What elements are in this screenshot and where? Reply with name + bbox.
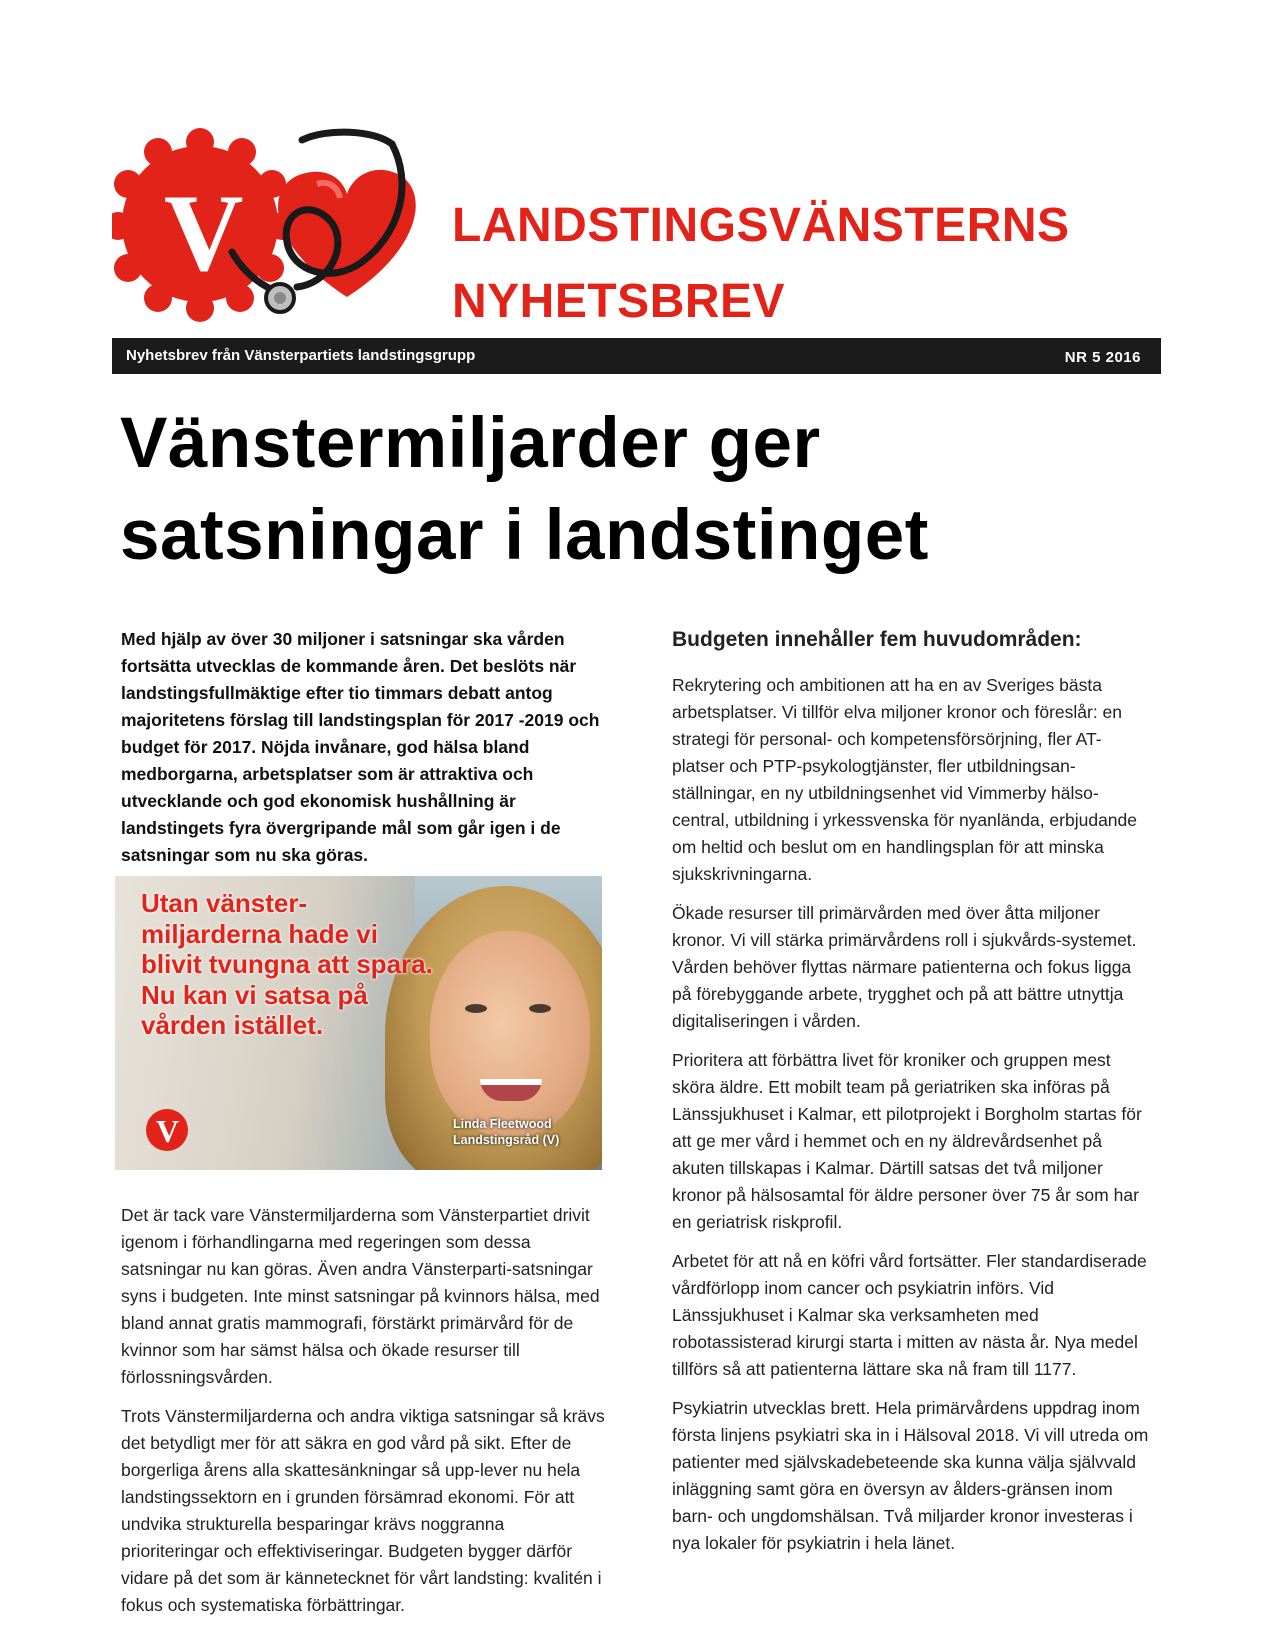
right-subhead: Budgeten innehåller fem huvudområden: xyxy=(672,628,1082,651)
left-paragraph: Det är tack vare Vänstermiljarderna som Vänsterpartiet drivit igenom i förhandlingarna med regeringen som dessa satsningar nu kan göras. Även andra Vänsterparti-satsningar syns i budgeten. Inte minst satsningar på kvinnors hälsa, med bland annat gratis mammografi, förstärkt primärvård för de kvinnor som har sämst hälsa och ökade resurser till förlossningsvården. xyxy=(121,1205,600,1387)
caption-name: Linda Fleetwood xyxy=(453,1117,552,1131)
bar-subtitle: Nyhetsbrev från Vänsterpartiets landstingsgrupp xyxy=(126,347,476,364)
left-paragraph: Trots Vänstermiljarderna och andra viktiga satsningar så krävs det betydligt mer för att säkra en god vård på sikt. Efter de borgerliga årens alla skattesänkningar så upp-lever nu hela landstingssektorn en i grunden försämrad ekonomi. För att undvika strukturella besparingar krävs noggranna prioriteringar och effektiviseringar. Budgeten bygger därför vidare på det som är kännetecknet för vårt landsting: kvalitén i fokus och systematiska förbättringar. xyxy=(121,1406,605,1615)
photo-quote: Utan vänster-miljarderna hade vi blivit tvungna att spara. Nu kan vi satsa på vården istället. xyxy=(141,888,433,1040)
caption-role: Landstingsråd (V) xyxy=(453,1133,560,1147)
v-badge-icon xyxy=(145,1108,189,1152)
right-paragraph: Rekrytering och ambitionen att ha en av Sveriges bästa arbetsplatser. Vi tillför elva miljoner kronor och föreslår: en strategi för personal- och kompetensförsörjning, fler AT-platser och PTP-psykologtjänster, fler utbildningsan-ställningar, en ny utbildningsenhet vid Vimmerby hälso-central, utbildning i yrkessvenska för nyanlända, erbjudande om heltid och beslut om en handlingsplan för att minska sjukskrivningarna. xyxy=(672,675,1138,884)
logo xyxy=(112,122,432,332)
photo-caption xyxy=(453,1116,559,1148)
masthead-title-line2: NYHETSBREV xyxy=(452,275,786,328)
headline xyxy=(120,398,1170,582)
right-paragraph: Ökade resurser till primärvården med över åtta miljoner kronor. Vi vill stärka primärvårdens roll i sjukvårds-systemet. Vården behöver flyttas närmare patienterna och fokus ligga på förebyggande arbete, trygghet och på att bättre utnyttja digitaliseringen i vården. xyxy=(672,903,1137,1031)
right-column xyxy=(672,626,1152,1569)
right-paragraph: Arbetet för att nå en köfri vård fortsätter. Fler standardiserade vårdförlopp inom cancer och psykiatrin införs. Vid Länssjukhuset i Kalmar ska verksamheten med robotassisterad kirurgi starta i mitten av nästa år. Nya medel tillförs så att patienterna lättare ska nå fram till 1177. xyxy=(672,1251,1147,1379)
portrait-face xyxy=(430,931,590,1136)
portrait-eye-left xyxy=(465,1004,487,1013)
issue-number: NR 5 2016 xyxy=(1064,349,1141,366)
masthead-title-line1: LANDSTINGSVÄNSTERNS xyxy=(452,199,1070,252)
badge-letter: V xyxy=(156,1113,180,1149)
headline-line1: Vänstermiljarder ger xyxy=(120,404,821,483)
headline-line2: satsningar i landstinget xyxy=(120,496,929,575)
newsletter-info-bar xyxy=(112,338,1161,374)
right-paragraph: Psykiatrin utvecklas brett. Hela primärvårdens uppdrag inom första linjens psykiatri ska in i Hälsoval 2018. Vi vill utreda om patienter med självskadebeteende ska kunna välja självvald inläggning samt göra en översyn av ålders-gränsen inom barn- och ungdomshälsan. Två miljarder kronor investeras i nya lokaler för psykiatrin i hela länet. xyxy=(672,1398,1149,1553)
logo-letter: V xyxy=(164,172,244,294)
heart-icon xyxy=(278,170,416,297)
left-column xyxy=(121,626,606,869)
masthead-title xyxy=(452,188,1070,340)
lead-paragraph: Med hjälp av över 30 miljoner i satsningar ska vården fortsätta utvecklas de kommande åren. Det beslöts när landstingsfullmäktige efter tio timmars debatt antog majoritetens förslag till landstingsplan för 2017 -2019 och budget för 2017. Nöjda invånare, god hälsa bland medborgarna, arbetsplatser som är attraktiva och utvecklande och god ekonomisk hushållning är landstingets fyra övergripande mål som går igen i de satsningar som nu ska göras. xyxy=(121,629,600,865)
portrait-eye-right xyxy=(529,1004,551,1013)
left-column-body xyxy=(121,1202,606,1631)
logo-graphic xyxy=(112,122,432,332)
right-paragraph: Prioritera att förbättra livet för kroniker och gruppen mest sköra äldre. Ett mobilt team på geriatriken ska införas på Länssjukhuset i Kalmar, ett pilotprojekt i Borgholm startas för att ge mer vård i hemmet och en ny äldrevårdsenhet på akuten tillskapas i Kalmar. Därtill satsas det två miljoner kronor på hälsosamtal för äldre personer över 75 år som har en geriatrisk riskprofil. xyxy=(672,1050,1142,1232)
photo-linda-fleetwood xyxy=(115,876,602,1170)
